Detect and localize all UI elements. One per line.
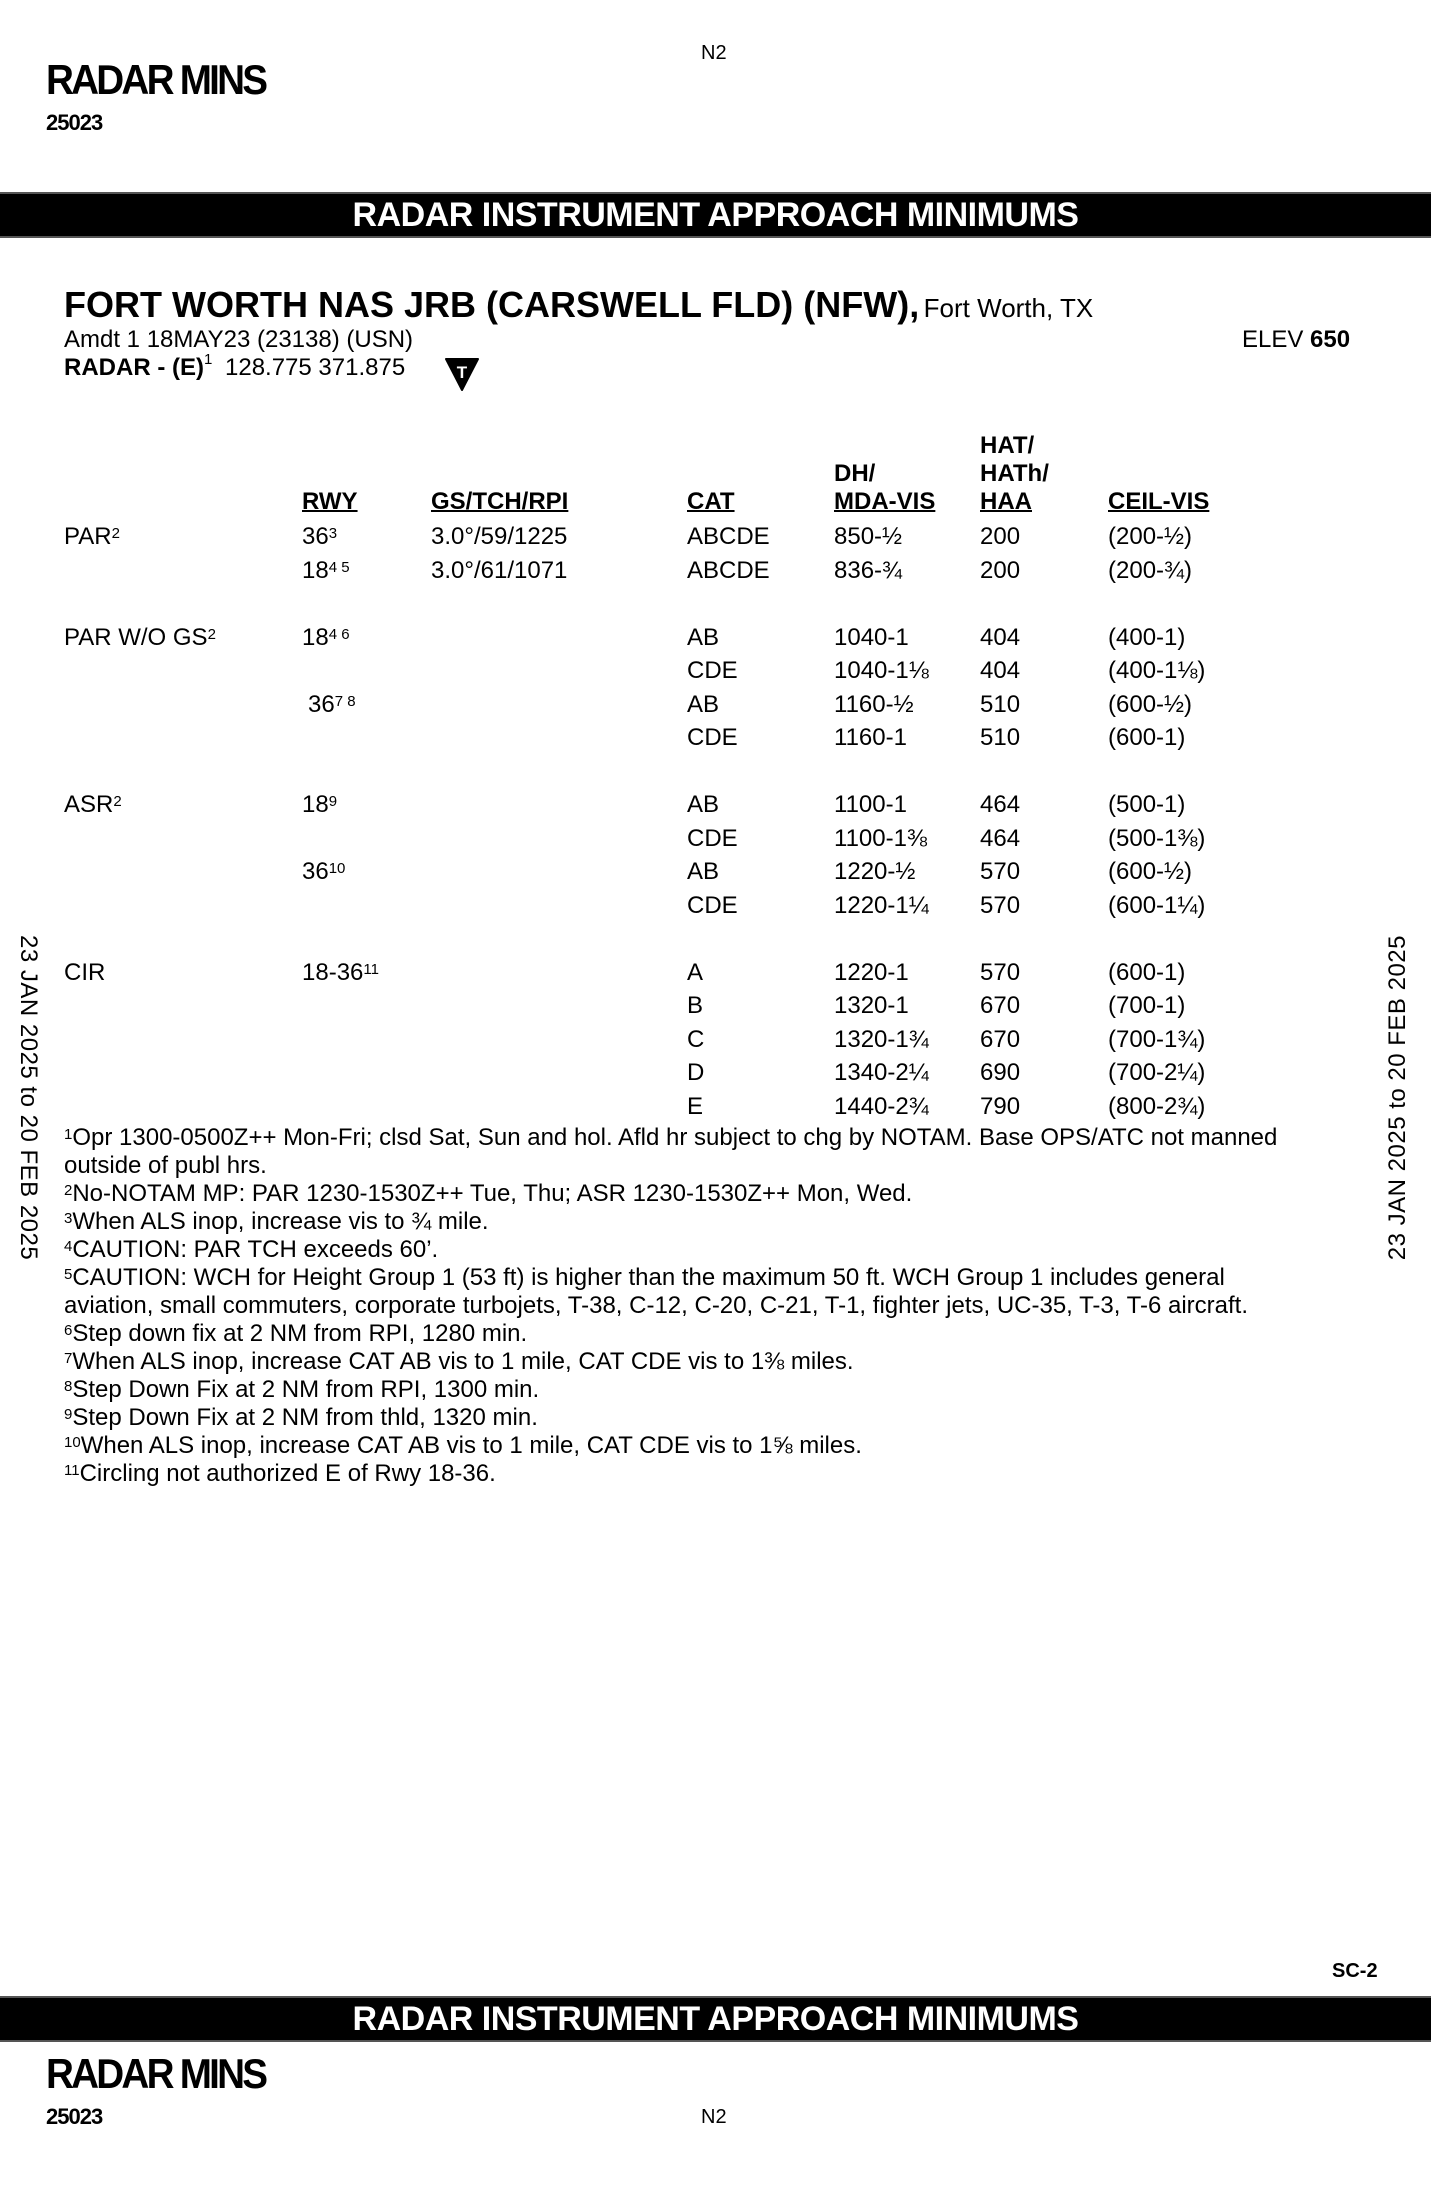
radar-freq-values: 128.775 371.875 xyxy=(225,354,406,381)
cell-dh xyxy=(834,1090,929,1124)
cell-type xyxy=(64,621,216,655)
hat-value: 464 xyxy=(980,791,1021,818)
cell-ceil xyxy=(1108,654,1205,688)
cell-hat xyxy=(980,688,1020,722)
table-row xyxy=(0,788,1431,822)
dh-value: 1320-1 xyxy=(834,992,909,1019)
ceil-value: (600-1¼) xyxy=(1108,891,1206,919)
cell-dh xyxy=(834,721,907,755)
footer-page-code: N2 xyxy=(701,2106,727,2128)
header-dh-line2: MDA-VIS xyxy=(834,488,936,515)
cell-cat xyxy=(687,1090,703,1124)
note-item xyxy=(64,1236,1294,1264)
rwy-value: 18-36 xyxy=(302,958,364,986)
rwy-value: 36 xyxy=(308,690,335,718)
cell-type xyxy=(64,788,122,822)
cell-ceil xyxy=(1108,855,1192,889)
cell-ceil xyxy=(1108,1056,1205,1090)
gs-value: 3.0°/61/1071 xyxy=(431,556,568,584)
elevation-value: 650 xyxy=(1310,326,1351,353)
note-number: 9 xyxy=(64,1406,73,1423)
header-dh-line1: DH/ xyxy=(834,460,876,487)
note-text: CAUTION: PAR TCH exceeds 60’. xyxy=(72,1236,439,1263)
cell-dh xyxy=(834,989,909,1023)
hat-value: 670 xyxy=(980,1025,1021,1053)
page-code: N2 xyxy=(701,42,727,64)
note-text: When ALS inop, increase vis to ¾ mile. xyxy=(72,1208,489,1235)
cell-rwy xyxy=(302,855,345,889)
cell-cat xyxy=(687,654,738,688)
hat-value: 510 xyxy=(980,690,1021,718)
note-text: Step down fix at 2 NM from RPI, 1280 min. xyxy=(72,1320,528,1347)
rwy-note-ref: 7 8 xyxy=(334,692,356,710)
airport-name: FORT WORTH NAS JRB (CARSWELL FLD) (NFW), xyxy=(64,284,920,325)
type-value: PAR xyxy=(64,523,112,550)
table-row xyxy=(0,822,1431,856)
note-item xyxy=(64,1320,1294,1348)
hat-value: 690 xyxy=(980,1059,1021,1086)
radar-frequencies xyxy=(64,351,406,382)
ceil-value: (700-1) xyxy=(1108,992,1186,1019)
cell-type xyxy=(64,520,120,554)
type-note-ref: 2 xyxy=(111,525,120,542)
hat-value: 790 xyxy=(980,1092,1021,1120)
cat-value: CDE xyxy=(687,891,738,919)
cell-cat xyxy=(687,621,719,655)
bottom-banner: RADAR INSTRUMENT APPROACH MINIMUMS xyxy=(0,1996,1431,2042)
page-id: SC-2 xyxy=(1332,1960,1378,1982)
rwy-value: 36 xyxy=(302,523,329,550)
note-number: 4 xyxy=(64,1238,73,1255)
cell-dh xyxy=(834,688,914,722)
header-hat-line1: HAT/ xyxy=(980,432,1035,459)
cat-value: C xyxy=(687,1025,705,1053)
ceil-value: (700-1¾) xyxy=(1108,1025,1206,1053)
note-number: 11 xyxy=(64,1462,80,1479)
table-row xyxy=(0,721,1431,755)
triangle-t-icon xyxy=(444,356,480,392)
dh-value: 1040-1⅛ xyxy=(834,657,929,684)
note-text: CAUTION: WCH for Height Group 1 (53 ft) is higher than the maximum 50 ft. WCH Group 1 includes general aviation, small commuters, corporate turbojets, T-38, C-12, C-20, C-21, T-1, fighter jets, UC-35, T-3, T-6 aircraft. xyxy=(64,1264,1249,1319)
cell-rwy xyxy=(308,688,356,722)
note-item xyxy=(64,1180,1294,1208)
rwy-note-ref: 3 xyxy=(328,525,338,542)
cell-dh xyxy=(834,822,927,856)
dh-value: 836-¾ xyxy=(834,556,903,584)
rwy-value: 18 xyxy=(302,556,329,584)
table-row xyxy=(0,688,1431,722)
dh-value: 1160-½ xyxy=(834,690,914,718)
note-text: Step Down Fix at 2 NM from RPI, 1300 min. xyxy=(72,1376,540,1403)
dh-value: 1320-1¾ xyxy=(834,1025,929,1053)
dh-value: 1440-2¾ xyxy=(834,1092,929,1120)
cell-hat xyxy=(980,788,1020,822)
cell-dh xyxy=(834,1056,929,1090)
hat-value: 464 xyxy=(980,824,1021,852)
ceil-value: (400-1) xyxy=(1108,623,1186,651)
header-hat-line2: HATh/ xyxy=(980,460,1049,487)
header-ceil: CEIL-VIS xyxy=(1108,488,1210,515)
rwy-note-ref: 4 5 xyxy=(328,558,350,576)
hat-value: 404 xyxy=(980,657,1021,684)
ceil-value: (500-1) xyxy=(1108,791,1186,818)
note-number: 6 xyxy=(64,1322,73,1339)
ceil-value: (200-½) xyxy=(1108,523,1193,550)
cell-ceil xyxy=(1108,956,1185,990)
elevation-label: ELEV xyxy=(1242,326,1304,353)
cell-rwy xyxy=(302,621,350,655)
cell-cat xyxy=(687,554,770,588)
radar-label: RADAR - (E) xyxy=(64,354,204,381)
note-item xyxy=(64,1460,1294,1488)
cell-dh xyxy=(834,855,915,889)
dh-value: 1160-1 xyxy=(834,724,907,751)
cell-rwy xyxy=(302,520,337,554)
cell-ceil xyxy=(1108,520,1192,554)
cell-cat xyxy=(687,989,703,1023)
cell-cat xyxy=(687,1023,704,1057)
cell-hat xyxy=(980,822,1020,856)
type-value: PAR W/O GS xyxy=(64,623,208,651)
cat-value: CDE xyxy=(687,724,738,751)
cat-value: ABCDE xyxy=(687,556,770,584)
cell-ceil xyxy=(1108,1023,1205,1057)
cat-value: ABCDE xyxy=(687,523,770,550)
cell-cat xyxy=(687,822,738,856)
cell-dh xyxy=(834,889,929,923)
cell-ceil xyxy=(1108,822,1205,856)
cat-value: AB xyxy=(687,858,720,885)
footer-section-title: RADAR MINS xyxy=(46,2050,266,2097)
rwy-note-ref: 11 xyxy=(363,960,379,978)
ceil-value: (600-½) xyxy=(1108,858,1193,885)
cell-ceil xyxy=(1108,989,1185,1023)
cell-dh xyxy=(834,654,929,688)
dh-value: 850-½ xyxy=(834,523,903,550)
note-text: Opr 1300-0500Z++ Mon-Fri; clsd Sat, Sun and hol. Afld hr subject to chg by NOTAM. Base OPS/ATC not manned outside of publ hrs. xyxy=(64,1124,1278,1179)
cell-dh xyxy=(834,520,902,554)
dh-value: 1220-½ xyxy=(834,858,916,885)
cat-value: B xyxy=(687,992,704,1019)
cell-hat xyxy=(980,621,1020,655)
note-number: 3 xyxy=(64,1210,73,1227)
table-row xyxy=(0,520,1431,554)
note-item xyxy=(64,1404,1294,1432)
triangle-t-letter: T xyxy=(456,363,468,382)
type-value: CIR xyxy=(64,958,106,986)
hat-value: 570 xyxy=(980,858,1021,885)
table-row xyxy=(0,855,1431,889)
dh-value: 1220-1 xyxy=(834,958,909,986)
cell-dh xyxy=(834,956,909,990)
header-cat: CAT xyxy=(687,488,735,515)
cell-hat xyxy=(980,1090,1020,1124)
cell-dh xyxy=(834,554,902,588)
table-row xyxy=(0,1023,1431,1057)
cell-hat xyxy=(980,1056,1020,1090)
rwy-value: 18 xyxy=(302,623,329,651)
header-rwy: RWY xyxy=(302,488,358,515)
ceil-value: (800-2¾) xyxy=(1108,1092,1206,1120)
cell-gs xyxy=(431,520,567,554)
cycle-number: 25023 xyxy=(46,110,103,135)
cell-ceil xyxy=(1108,788,1185,822)
cell-hat xyxy=(980,989,1020,1023)
cell-hat xyxy=(980,855,1020,889)
cell-cat xyxy=(687,688,719,722)
cell-dh xyxy=(834,1023,929,1057)
cell-ceil xyxy=(1108,721,1185,755)
cell-hat xyxy=(980,1023,1020,1057)
cell-dh xyxy=(834,788,907,822)
ceil-value: (600-½) xyxy=(1108,690,1193,718)
cat-value: AB xyxy=(687,623,720,651)
dh-value: 1100-1 xyxy=(834,791,907,818)
cell-rwy xyxy=(302,554,350,588)
table-row xyxy=(0,956,1431,990)
cell-hat xyxy=(980,721,1020,755)
dh-value: 1220-1¼ xyxy=(834,891,929,919)
section-title: RADAR MINS xyxy=(46,56,266,103)
hat-value: 510 xyxy=(980,724,1021,751)
ceil-value: (600-1) xyxy=(1108,724,1186,751)
airport-city: Fort Worth, TX xyxy=(923,293,1094,323)
cell-cat xyxy=(687,889,738,923)
airport-heading xyxy=(64,284,1093,326)
dh-value: 1340-2¼ xyxy=(834,1059,929,1086)
effective-dates-left: 23 JAN 2025 to 20 FEB 2025 xyxy=(15,935,42,1261)
cell-ceil xyxy=(1108,688,1192,722)
table-header xyxy=(0,432,1431,522)
cell-cat xyxy=(687,520,770,554)
ceil-value: (200-¾) xyxy=(1108,556,1193,584)
type-note-ref: 2 xyxy=(207,625,216,643)
dh-value: 1040-1 xyxy=(834,623,909,651)
rwy-note-ref: 4 6 xyxy=(328,625,350,643)
rwy-value: 36 xyxy=(302,858,329,885)
note-number: 2 xyxy=(64,1182,73,1199)
hat-value: 570 xyxy=(980,891,1021,919)
hat-value: 200 xyxy=(980,556,1021,584)
note-item xyxy=(64,1348,1294,1376)
hat-value: 570 xyxy=(980,958,1021,986)
table-row xyxy=(0,621,1431,655)
cell-ceil xyxy=(1108,621,1185,655)
cell-ceil xyxy=(1108,554,1192,588)
ceil-value: (600-1) xyxy=(1108,958,1186,986)
cell-cat xyxy=(687,721,738,755)
effective-dates-right: 23 JAN 2025 to 20 FEB 2025 xyxy=(1384,935,1411,1261)
note-text: No-NOTAM MP: PAR 1230-1530Z++ Tue, Thu; ASR 1230-1530Z++ Mon, Wed. xyxy=(72,1180,913,1207)
top-banner: RADAR INSTRUMENT APPROACH MINIMUMS xyxy=(0,192,1431,238)
cell-ceil xyxy=(1108,889,1205,923)
cat-value: A xyxy=(687,958,704,986)
cell-gs xyxy=(431,554,567,588)
note-number: 5 xyxy=(64,1266,73,1283)
cell-rwy xyxy=(302,788,337,822)
cell-ceil xyxy=(1108,1090,1205,1124)
table-row xyxy=(0,654,1431,688)
type-value: ASR xyxy=(64,791,114,818)
cell-cat xyxy=(687,788,719,822)
notes-section xyxy=(64,1124,1294,1488)
rwy-note-ref: 10 xyxy=(328,860,346,877)
footer-cycle-number: 25023 xyxy=(46,2104,103,2129)
table-row xyxy=(0,1056,1431,1090)
ceil-value: (500-1⅜) xyxy=(1108,824,1206,852)
cat-value: CDE xyxy=(687,824,738,852)
cat-value: D xyxy=(687,1059,705,1086)
note-text: When ALS inop, increase CAT AB vis to 1 mile, CAT CDE vis to 1⅝ miles. xyxy=(80,1432,862,1459)
note-item xyxy=(64,1264,1294,1320)
cell-hat xyxy=(980,554,1020,588)
note-item xyxy=(64,1124,1294,1180)
header-gs: GS/TCH/RPI xyxy=(431,488,569,515)
table-row xyxy=(0,889,1431,923)
cell-cat xyxy=(687,855,719,889)
cell-dh xyxy=(834,621,909,655)
note-item xyxy=(64,1376,1294,1404)
ceil-value: (700-2¼) xyxy=(1108,1059,1206,1086)
cat-value: CDE xyxy=(687,657,738,684)
cat-value: E xyxy=(687,1092,704,1120)
cell-hat xyxy=(980,520,1020,554)
note-number: 10 xyxy=(64,1434,81,1451)
elevation xyxy=(1242,326,1350,354)
note-item xyxy=(64,1432,1294,1460)
gs-value: 3.0°/59/1225 xyxy=(431,523,568,550)
cell-rwy xyxy=(302,956,379,990)
type-note-ref: 2 xyxy=(113,793,122,810)
cell-cat xyxy=(687,956,703,990)
note-text: When ALS inop, increase CAT AB vis to 1 mile, CAT CDE vis to 1⅜ miles. xyxy=(72,1348,854,1375)
note-item xyxy=(64,1208,1294,1236)
note-number: 1 xyxy=(64,1126,73,1143)
cat-value: AB xyxy=(687,791,720,818)
table-row xyxy=(0,1090,1431,1124)
hat-value: 670 xyxy=(980,992,1021,1019)
cat-value: AB xyxy=(687,690,720,718)
table-row xyxy=(0,554,1431,588)
cell-type xyxy=(64,956,105,990)
rwy-note-ref: 9 xyxy=(328,793,338,810)
amendment: Amdt 1 18MAY23 (23138) (USN) xyxy=(64,326,414,353)
note-text: Circling not authorized E of Rwy 18-36. xyxy=(79,1460,496,1487)
hat-value: 404 xyxy=(980,623,1021,651)
rwy-value: 18 xyxy=(302,791,329,818)
ceil-value: (400-1⅛) xyxy=(1108,657,1206,684)
dh-value: 1100-1⅜ xyxy=(834,824,927,852)
note-text: Step Down Fix at 2 NM from thld, 1320 min. xyxy=(72,1404,538,1431)
note-number: 7 xyxy=(64,1350,73,1367)
radar-note-ref: 1 xyxy=(203,351,213,368)
table-row xyxy=(0,989,1431,1023)
note-number: 8 xyxy=(64,1378,73,1395)
cell-hat xyxy=(980,654,1020,688)
cell-hat xyxy=(980,956,1020,990)
cell-cat xyxy=(687,1056,704,1090)
hat-value: 200 xyxy=(980,523,1021,550)
cell-hat xyxy=(980,889,1020,923)
header-hat-line3: HAA xyxy=(980,488,1032,515)
